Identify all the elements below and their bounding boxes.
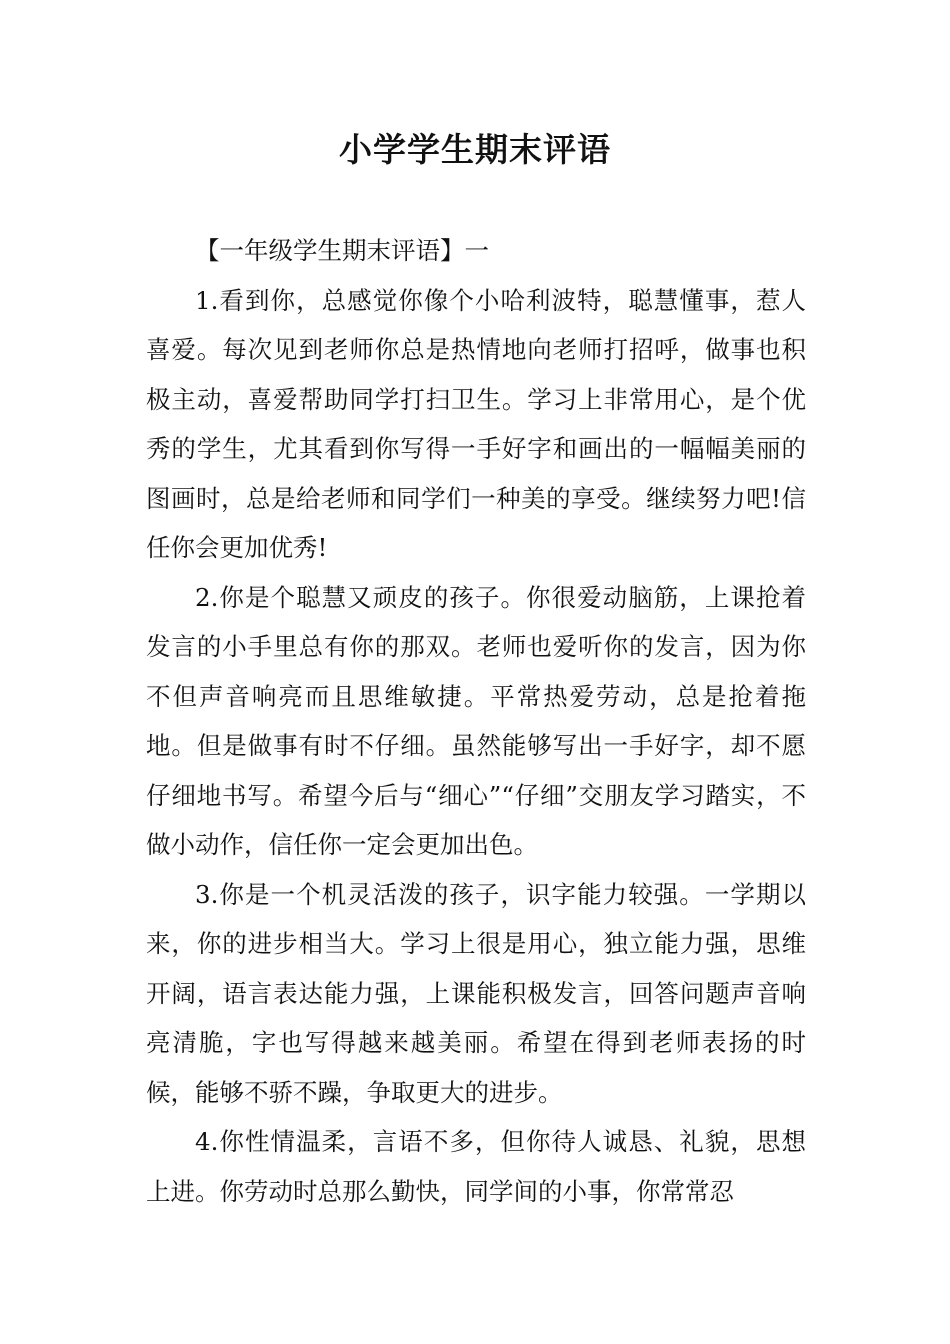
document-body: [146, 226, 806, 1216]
paragraph-1: 1.看到你，总感觉你像个小哈利波特，聪慧懂事，惹人喜爱。每次见到老师你总是热情地向老师打招呼，做事也积极主动，喜爱帮助同学打扫卫生。学习上非常用心，是个优秀的学生，尤其看到你写得一手好字和画出的一幅幅美丽的图画时，总是给老师和同学们一种美的享受。继续努力吧!信任你会更加优秀!: [146, 285, 806, 562]
paragraph-2: 2.你是个聪慧又顽皮的孩子。你很爱动脑筋，上课抢着发言的小手里总有你的那双。老师也爱听你的发言，因为你不但声音响亮而且思维敏捷。平常热爱劳动，总是抢着拖地。但是做事有时不仔细。虽然能够写出一手好字，却不愿仔细地书写。希望今后与“细心”“仔细”交朋友学习踏实，不做小动作，信任你一定会更加出色。: [146, 582, 806, 859]
page-title: 小学学生期末评语: [339, 130, 611, 169]
paragraph-3: 3.你是一个机灵活泼的孩子，识字能力较强。一学期以来，你的进步相当大。学习上很是用心，独立能力强，思维开阔，语言表达能力强，上课能积极发言，回答问题声音响亮清脆，字也写得越来越美丽。希望在得到老师表扬的时候，能够不骄不躁，争取更大的进步。: [146, 879, 806, 1107]
section-heading: 【一年级学生期末评语】一: [195, 236, 489, 265]
paragraph-4: 4.你性情温柔，言语不多，但你待人诚恳、礼貌，思想上进。你劳动时总那么勤快，同学间的小事，你常常忍: [146, 1127, 806, 1206]
